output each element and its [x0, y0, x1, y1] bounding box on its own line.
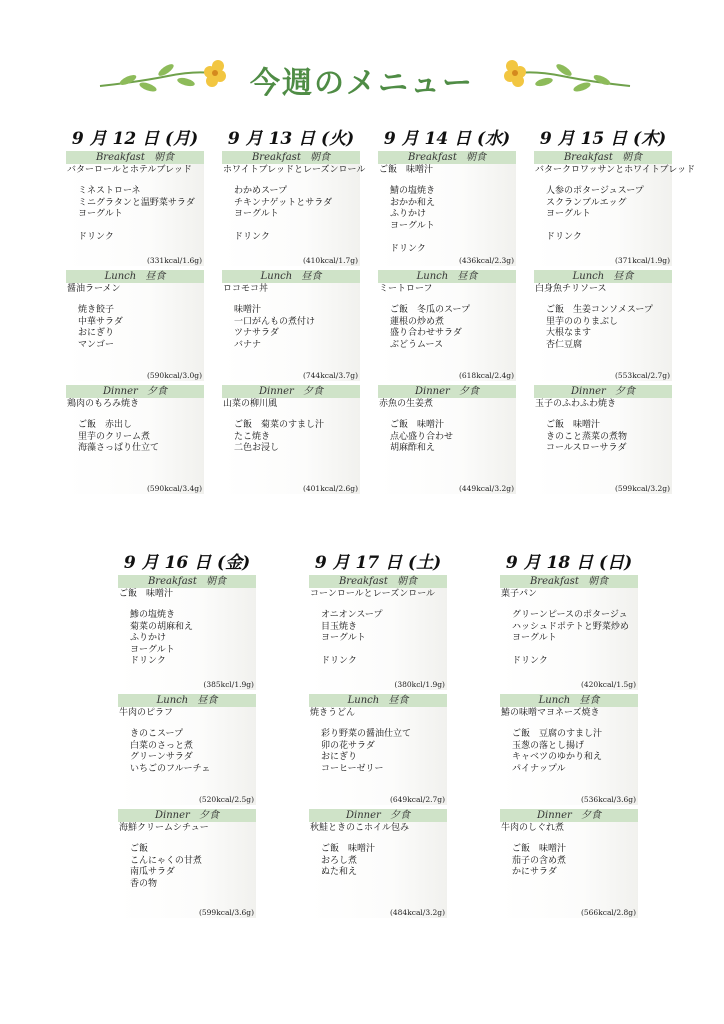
menu-item: 菊菜の胡麻和え — [130, 621, 194, 632]
calorie-info: (380kcl/1.9g) — [394, 680, 445, 689]
meal-body — [118, 822, 256, 918]
dinner-section — [222, 385, 360, 494]
dinner-section — [309, 809, 447, 918]
day-date: 9 月 18 日 (日) — [505, 553, 633, 573]
lunch-section — [118, 694, 256, 805]
meal-body — [309, 588, 447, 690]
day-date: 9 月 14 日 (水) — [383, 129, 511, 149]
meal-header — [118, 694, 256, 707]
main-dish: 山菜の柳川風 — [223, 399, 278, 409]
menu-item: ツナサラダ — [234, 328, 279, 338]
calorie-info: (436kcal/2.3g) — [458, 256, 514, 265]
menu-item: 二色お浸し — [234, 443, 280, 453]
calorie-info: (599kcal/3.6g) — [198, 908, 254, 917]
menu-item: 胡麻酢和え — [390, 443, 436, 453]
menu-item: パイナップル — [512, 763, 566, 774]
menu-item: ミネストローネ — [78, 186, 141, 196]
menu-item: ヨーグルト — [78, 209, 123, 219]
main-dish: 牛肉のピラフ — [119, 708, 174, 718]
meal-header — [378, 385, 516, 398]
side-dishes — [500, 719, 638, 775]
menu-item: スクランブルエッグ — [546, 197, 627, 208]
main-dish: ご飯 味噌汁 — [379, 165, 434, 175]
meal-name-jp: 昼食 — [579, 695, 600, 706]
breakfast-section — [534, 151, 696, 266]
menu-item: 人参のポタージュスープ — [546, 186, 644, 196]
menu-item: 蓮根の炒め煮 — [390, 316, 445, 327]
side-dishes — [118, 600, 256, 668]
header — [0, 50, 724, 110]
calorie-info: (744kcal/3.7g) — [302, 371, 358, 380]
meal-body — [500, 822, 638, 918]
day-column — [66, 128, 204, 494]
main-dish: ご飯 味噌汁 — [119, 589, 174, 599]
main-dish: 醤油ラーメン — [67, 284, 121, 294]
calorie-info: (331kcal/1.6g) — [146, 256, 202, 265]
menu-item: ご飯 冬瓜のスープ — [390, 305, 471, 315]
meal-name-jp: 朝食 — [310, 152, 331, 163]
menu-item: 鯖の塩焼き — [390, 186, 436, 196]
menu-item: ヨーグルト — [390, 220, 435, 231]
main-dish: 海鮮クリームシチュー — [119, 823, 209, 833]
side-dishes — [378, 176, 516, 255]
menu-item: 焼き餃子 — [78, 305, 115, 315]
meal-header — [534, 270, 672, 283]
menu-item: ご飯 赤出し — [78, 420, 133, 430]
menu-item: いちごのフルーチェ — [130, 763, 211, 774]
calorie-info: (590kcal/3.4g) — [146, 484, 202, 493]
breakfast-section — [66, 151, 204, 266]
menu-item — [234, 221, 360, 233]
meal-header — [118, 809, 256, 822]
dinner-section — [378, 385, 516, 494]
menu-item: おかか和え — [390, 197, 436, 208]
calorie-info: (420kcal/1.5g) — [580, 680, 636, 689]
meal-name-jp: 朝食 — [588, 576, 609, 587]
calorie-info: (599kcal/3.2g) — [614, 484, 670, 493]
menu-item: おにぎり — [78, 328, 115, 338]
menu-item: 目玉焼き — [321, 621, 358, 632]
lunch-section — [66, 270, 204, 381]
menu-item: バナナ — [234, 339, 262, 350]
meal-name-jp: 昼食 — [388, 695, 409, 706]
menu-item: たこ焼き — [234, 431, 271, 442]
day-date: 9 月 16 日 (金) — [123, 553, 251, 573]
meal-header — [222, 151, 360, 164]
main-dish: 白身魚チリソース — [535, 284, 607, 294]
main-dish: 鶏肉のもろみ焼き — [67, 399, 140, 409]
side-dishes — [118, 834, 256, 890]
meal-name-jp: 昼食 — [197, 695, 218, 706]
meal-header — [66, 270, 204, 283]
meal-name-jp: 朝食 — [466, 152, 487, 163]
day-column — [500, 552, 638, 918]
menu-item: ご飯 菊菜のすまし汁 — [234, 420, 325, 430]
calorie-info: (410kcal/1.7g) — [302, 256, 358, 265]
calorie-info: (449kcal/3.2g) — [458, 484, 514, 493]
breakfast-section — [309, 575, 447, 690]
day-date: 9 月 17 日 (土) — [314, 553, 442, 573]
meal-name-en: Dinner — [415, 386, 450, 397]
meal-body — [500, 707, 638, 805]
meal-body — [66, 164, 204, 266]
menu-item: 海藻さっぱり仕立て — [78, 443, 160, 453]
menu-item: ハッシュドポテトと野菜炒め — [512, 621, 629, 632]
menu-item: 鯵の塩焼き — [130, 610, 176, 620]
meal-header — [118, 575, 256, 588]
main-dish: 焼きうどん — [310, 708, 356, 718]
main-dish: コーンロールとレーズンロール — [310, 589, 436, 599]
side-dishes — [66, 295, 204, 351]
calorie-info: (401kcal/2.6g) — [302, 484, 358, 493]
right-flower-vine-icon — [482, 52, 632, 102]
calorie-info: (566kcal/2.8g) — [580, 908, 636, 917]
menu-item: コーヒーゼリー — [321, 763, 384, 774]
menu-item: ぶどうムース — [390, 339, 444, 350]
menu-item — [390, 232, 516, 244]
menu-item: ご飯 豆腐のすまし汁 — [512, 729, 603, 739]
menu-item: 里芋ののりまぶし — [546, 316, 619, 327]
menu-item: きのこと蒸菜の煮物 — [546, 431, 628, 442]
main-dish: 秋鮭ときのこホイル包み — [310, 823, 410, 833]
meal-body — [534, 398, 672, 494]
menu-item: 里芋のクリーム煮 — [78, 431, 151, 442]
meal-body — [118, 707, 256, 805]
meal-name-en: Lunch — [260, 271, 293, 282]
meal-body — [378, 164, 516, 266]
menu-item: 香の物 — [130, 878, 158, 889]
menu-item: グリーンサラダ — [130, 752, 193, 762]
menu-item: 卯の花サラダ — [321, 740, 375, 751]
menu-item: ご飯 — [130, 844, 149, 854]
side-dishes — [534, 410, 672, 455]
calorie-info: (371kcal/1.9g) — [614, 256, 670, 265]
menu-item: おろし煮 — [321, 855, 358, 866]
main-dish: 菓子パン — [501, 589, 538, 599]
side-dishes — [500, 600, 638, 668]
day-date: 9 月 12 日 (月) — [71, 129, 199, 149]
menu-item: ドリンク — [234, 232, 270, 242]
menu-item: ふりかけ — [390, 209, 427, 219]
calorie-info: (590kcal/3.0g) — [146, 371, 202, 380]
meal-name-jp: 夕食 — [389, 810, 410, 821]
meal-body — [378, 283, 516, 381]
meal-header — [309, 809, 447, 822]
menu-item: ドリンク — [130, 656, 166, 666]
menu-item: 一口がんもの煮付け — [234, 316, 316, 327]
menu-item: 中華サラダ — [78, 316, 123, 327]
menu-item: ご飯 味噌汁 — [321, 844, 376, 854]
main-dish: ロコモコ丼 — [223, 284, 269, 294]
menu-item: わかめスープ — [234, 186, 288, 196]
menu-item: 大根なます — [546, 328, 592, 338]
menu-item: ヨーグルト — [512, 633, 557, 643]
menu-item: ご飯 味噌汁 — [512, 844, 567, 854]
day-column — [378, 128, 516, 494]
meal-name-en: Dinner — [155, 810, 190, 821]
page-title: 今週のメニュー — [250, 66, 474, 101]
lunch-section — [309, 694, 447, 805]
menu-item: ドリンク — [321, 656, 357, 666]
menu-item: ドリンク — [512, 656, 548, 666]
meal-name-jp: 夕食 — [146, 386, 167, 397]
menu-item — [546, 221, 672, 233]
meal-body — [222, 283, 360, 381]
dinner-section — [118, 809, 256, 918]
menu-item: ドリンク — [546, 232, 582, 242]
menu-item: ヨーグルト — [130, 644, 175, 655]
calorie-info: (520kcal/2.5g) — [198, 795, 254, 804]
meal-header — [500, 809, 638, 822]
side-dishes — [222, 176, 360, 244]
meal-header — [534, 151, 672, 164]
meal-header — [66, 385, 204, 398]
dinner-section — [500, 809, 638, 918]
menu-item: チキンナゲットとサラダ — [234, 197, 333, 208]
main-dish: バタークロワッサンとホワイトブレッド — [535, 165, 696, 175]
meal-name-jp: 朝食 — [397, 576, 418, 587]
meal-name-jp: 夕食 — [198, 810, 219, 821]
lunch-section — [534, 270, 672, 381]
meal-header — [500, 575, 638, 588]
meal-body — [222, 164, 366, 266]
meal-name-jp: 朝食 — [206, 576, 227, 587]
menu-item: ご飯 生姜コンソメスープ — [546, 305, 653, 315]
side-dishes — [378, 410, 516, 455]
meal-name-jp: 夕食 — [302, 386, 323, 397]
menu-item: ヨーグルト — [321, 633, 366, 643]
meal-body — [534, 164, 696, 266]
menu-item: オニオンスープ — [321, 610, 383, 620]
main-dish: ミートローフ — [379, 284, 433, 294]
side-dishes — [309, 719, 447, 775]
meal-body — [378, 398, 516, 494]
menu-item: ご飯 味噌汁 — [546, 420, 601, 430]
meal-name-en: Breakfast — [95, 152, 145, 163]
meal-name-en: Breakfast — [338, 576, 388, 587]
meal-name-en: Breakfast — [407, 152, 457, 163]
meal-name-en: Breakfast — [251, 152, 301, 163]
meal-name-en: Lunch — [572, 271, 605, 282]
meal-body — [309, 822, 447, 918]
side-dishes — [309, 600, 447, 668]
meal-name-jp: 夕食 — [614, 386, 635, 397]
menu-item: 白菜のさっと煮 — [130, 740, 194, 751]
meal-name-jp: 夕食 — [580, 810, 601, 821]
calorie-info: (385kcl/1.9g) — [203, 680, 254, 689]
menu-item: 杏仁豆腐 — [546, 339, 583, 350]
menu-item: ふりかけ — [130, 633, 167, 643]
day-column — [222, 128, 366, 494]
meal-body — [309, 707, 447, 805]
meal-name-jp: 昼食 — [457, 271, 478, 282]
calorie-info: (618kcal/2.4g) — [458, 371, 514, 380]
menu-item: ミニグラタンと温野菜サラダ — [78, 197, 195, 208]
meal-name-en: Lunch — [156, 695, 189, 706]
side-dishes — [222, 295, 360, 351]
menu-item: キャベツのゆかり和え — [512, 752, 603, 762]
main-dish: バターロールとホテルブレッド — [67, 165, 192, 175]
menu-item: 玉葱の落とし揚げ — [512, 740, 585, 751]
menu-item: 茄子の含め煮 — [512, 855, 567, 866]
meal-name-en: Lunch — [538, 695, 571, 706]
dinner-section — [66, 385, 204, 494]
main-dish: 赤魚の生姜煮 — [379, 399, 434, 409]
meal-body — [534, 283, 672, 381]
lunch-section — [500, 694, 638, 805]
menu-item: 味噌汁 — [234, 305, 262, 315]
meal-header — [222, 270, 360, 283]
side-dishes — [309, 834, 447, 879]
calorie-info: (649kcal/2.7g) — [389, 795, 445, 804]
menu-item: グリーンピースのポタージュ — [512, 610, 628, 620]
menu-item: 点心盛り合わせ — [390, 431, 454, 442]
menu-item: おにぎり — [321, 752, 358, 762]
menu-item: ドリンク — [78, 232, 114, 242]
lunch-section — [222, 270, 360, 381]
meal-name-en: Lunch — [104, 271, 137, 282]
meal-name-en: Dinner — [103, 386, 138, 397]
meal-name-jp: 昼食 — [613, 271, 634, 282]
menu-item: ヨーグルト — [546, 209, 591, 219]
meal-name-en: Breakfast — [147, 576, 197, 587]
meal-header — [534, 385, 672, 398]
menu-item: こんにゃくの甘煮 — [130, 855, 202, 866]
side-dishes — [500, 834, 638, 879]
breakfast-section — [378, 151, 516, 266]
lunch-section — [378, 270, 516, 381]
meal-name-en: Dinner — [571, 386, 606, 397]
side-dishes — [66, 410, 204, 455]
main-dish: ホワイトブレッドとレーズンロール — [223, 165, 366, 175]
meal-header — [309, 575, 447, 588]
menu-item: 南瓜サラダ — [130, 867, 175, 877]
side-dishes — [222, 410, 360, 455]
calorie-info: (484kcal/3.2g) — [389, 908, 445, 917]
meal-header — [378, 270, 516, 283]
side-dishes — [66, 176, 204, 244]
menu-item — [512, 645, 638, 657]
side-dishes — [534, 176, 672, 244]
meal-name-en: Lunch — [416, 271, 449, 282]
meal-name-jp: 夕食 — [458, 386, 479, 397]
day-column — [118, 552, 256, 918]
meal-name-jp: 朝食 — [622, 152, 643, 163]
day-date: 9 月 15 日 (木) — [539, 129, 667, 149]
day-column — [534, 128, 696, 494]
menu-item: 盛り合わせサラダ — [390, 328, 462, 338]
breakfast-section — [500, 575, 638, 690]
meal-name-en: Lunch — [347, 695, 380, 706]
meal-header — [309, 694, 447, 707]
meal-name-en: Breakfast — [563, 152, 613, 163]
meal-body — [66, 283, 204, 381]
meal-body — [500, 588, 638, 690]
menu-item: きのこスープ — [130, 729, 184, 739]
dinner-section — [534, 385, 672, 494]
meal-header — [500, 694, 638, 707]
calorie-info: (553kcal/2.7g) — [614, 371, 670, 380]
meal-body — [66, 398, 204, 494]
menu-item: 彩り野菜の醤油仕立て — [321, 729, 412, 739]
meal-name-en: Dinner — [346, 810, 381, 821]
menu-item: ヨーグルト — [234, 209, 279, 219]
meal-body — [222, 398, 360, 494]
meal-name-jp: 昼食 — [301, 271, 322, 282]
menu-item: ぬた和え — [321, 867, 358, 877]
calorie-info: (536kcal/3.6g) — [580, 795, 636, 804]
main-dish: 牛肉のしぐれ煮 — [501, 823, 565, 833]
menu-item — [78, 221, 204, 233]
main-dish: 鰆の味噌マヨネーズ焼き — [501, 708, 600, 718]
meal-name-en: Breakfast — [529, 576, 579, 587]
menu-item — [321, 645, 447, 657]
main-dish: 玉子のふわふわ焼き — [535, 399, 617, 409]
menu-item: ご飯 味噌汁 — [390, 420, 445, 430]
breakfast-section — [222, 151, 366, 266]
side-dishes — [118, 719, 256, 775]
meal-name-jp: 昼食 — [145, 271, 166, 282]
meal-name-en: Dinner — [537, 810, 572, 821]
meal-header — [222, 385, 360, 398]
menu-item: コールスローサラダ — [546, 443, 627, 453]
menu-item: ドリンク — [390, 243, 426, 254]
day-date: 9 月 13 日 (火) — [227, 129, 355, 149]
meal-name-en: Dinner — [259, 386, 294, 397]
side-dishes — [378, 295, 516, 351]
meal-header — [66, 151, 204, 164]
meal-header — [378, 151, 516, 164]
meal-name-jp: 朝食 — [154, 152, 175, 163]
side-dishes — [534, 295, 672, 351]
meal-body — [118, 588, 256, 690]
menu-item: マンゴー — [78, 339, 115, 350]
breakfast-section — [118, 575, 256, 690]
menu-item: かにサラダ — [512, 867, 557, 877]
day-column — [309, 552, 447, 918]
